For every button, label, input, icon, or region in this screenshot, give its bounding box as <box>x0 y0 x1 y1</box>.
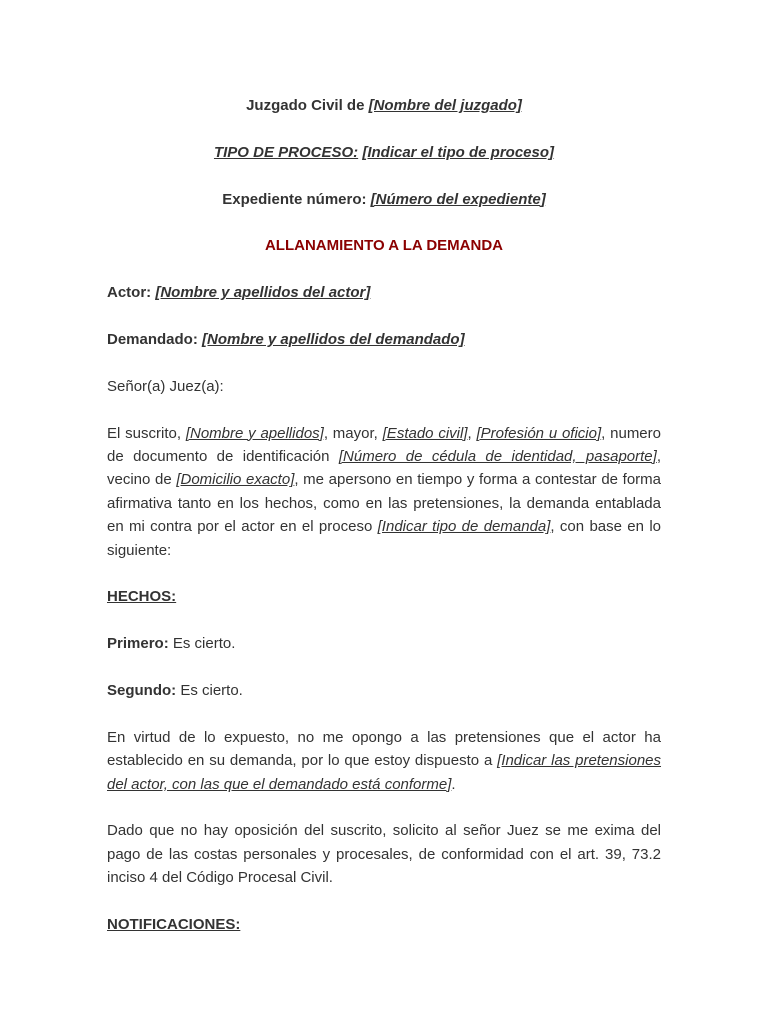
intro-text: , con base en lo siguiente: <box>107 518 661 559</box>
intro-text: , mayor, <box>323 424 383 442</box>
profession-placeholder: [Profesión u oficio] <box>476 424 602 442</box>
fact-second-text: Es cierto. <box>176 682 243 699</box>
intro-text: El suscrito, <box>107 424 186 442</box>
civil-status-placeholder: [Estado civil] <box>382 424 468 442</box>
intro-paragraph <box>107 422 661 562</box>
court-label: Juzgado Civil de <box>246 97 369 114</box>
fact-first-text: Es cierto. <box>168 635 236 653</box>
actor-placeholder: [Nombre y apellidos del actor] <box>155 284 371 302</box>
salutation: Señor(a) Juez(a): <box>107 377 224 395</box>
intro-text: , <box>467 424 477 442</box>
process-type-label: TIPO DE PROCESO: <box>213 143 359 161</box>
fact-first <box>107 632 661 655</box>
intro-text: , vecino de <box>107 447 661 489</box>
intro-text: , me apersono en tiempo y forma a contestar de forma afirmativa tanto en los hechos, como en las pretensiones, la demanda entablada en mi contra por el actor en el proceso <box>107 471 661 536</box>
conformity-text: En virtud de lo expuesto, no me opongo a las pretensiones que el actor ha establecido en su demanda, por lo que estoy dispuesto a <box>107 728 661 770</box>
defendant-placeholder: [Nombre y apellidos del demandado] <box>202 330 465 348</box>
facts-heading: HECHOS: <box>107 588 177 606</box>
conformity-text: . <box>451 775 456 793</box>
actor-label: Actor: <box>107 284 156 302</box>
defendant-line <box>107 328 661 351</box>
address-placeholder: [Domicilio exacto] <box>176 471 295 489</box>
process-type-placeholder: [Indicar el tipo de proceso] <box>362 143 555 161</box>
defendant-label: Demandado: <box>107 330 203 348</box>
fact-second <box>107 679 661 702</box>
document-title: ALLANAMIENTO A LA DEMANDA <box>264 237 504 255</box>
file-number-label: Expediente número: <box>222 190 371 208</box>
lawsuit-type-placeholder: [Indicar tipo de demanda] <box>377 518 551 536</box>
document-page <box>107 94 661 960</box>
fact-second-label: Segundo: <box>107 682 177 699</box>
conformity-paragraph <box>107 726 661 796</box>
file-number-line <box>107 188 661 211</box>
court-placeholder: [Nombre del juzgado] <box>368 97 522 114</box>
court-line <box>107 94 661 117</box>
claims-placeholder: [Indicar las pretensiones del actor, con las que el demandado está conforme] <box>107 752 662 793</box>
name-placeholder: [Nombre y apellidos] <box>185 424 324 442</box>
fact-first-label: Primero: <box>107 635 169 653</box>
costs-paragraph: Dado que no hay oposición del suscrito, solicito al señor Juez se me exima del pago de las costas personales y procesales, de conformidad con el art. 39, 73.2 inciso 4 del Código Procesal Civil. <box>107 822 661 887</box>
file-number-placeholder: [Número del expediente] <box>370 190 546 208</box>
actor-line <box>107 281 661 304</box>
notifications-heading: NOTIFICACIONES: <box>107 916 241 934</box>
intro-text: , numero de documento de identificación <box>107 424 661 465</box>
id-number-placeholder: [Número de cédula de identidad, pasaporte] <box>338 447 657 465</box>
process-type-line <box>107 141 661 164</box>
